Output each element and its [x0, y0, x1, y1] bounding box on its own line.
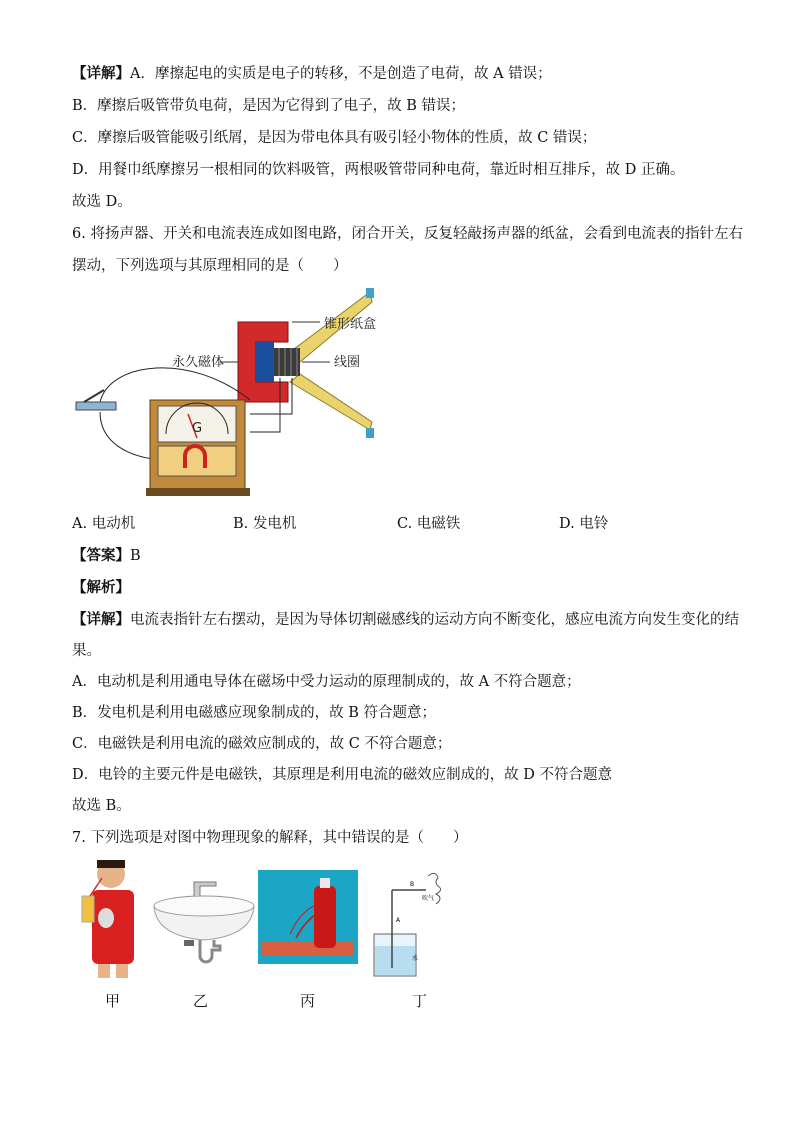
q6-stem-line2: 摆动，下列选项与其原理相同的是（ ） — [72, 258, 348, 274]
q6-detail-line-b: B．发电机是利用电磁感应现象制成的，故 B 符合题意； — [72, 705, 437, 721]
galvanometer-icon — [146, 400, 250, 496]
label-a: A — [396, 917, 401, 924]
prev-detail-line-d: D．用餐巾纸摩擦另一根相同的饮料吸管，两根吸管带同种电荷，靠近时相互排斥，故 D 正确。 — [72, 162, 685, 178]
prev-detail-line-b: B．摩擦后吸管带负电荷，是因为它得到了电子，故 B 错误； — [72, 98, 466, 114]
detail-tag: 【详解】 — [72, 65, 130, 82]
sink-image — [154, 882, 254, 962]
bottle-experiment-image — [258, 870, 358, 964]
q6-detail-line-a: A．电动机是利用通电导体在磁场中受力运动的原理制成的，故 A 不符合题意； — [72, 674, 581, 690]
q7-stem: 7. 下列选项是对图中物理现象的解释，其中错误的是（ ） — [72, 830, 468, 846]
boy-drinking-image — [82, 860, 134, 978]
caption-bing: 丙 — [300, 992, 316, 1010]
q7-figures — [76, 856, 476, 986]
q6-option-d: D. 电铃 — [559, 516, 609, 532]
label-cone: 锥形纸盒 — [324, 317, 377, 332]
label-magnet: 永久磁体 — [172, 355, 225, 370]
q6-speaker-circuit-figure — [70, 282, 410, 502]
label-coil: 线圈 — [334, 355, 361, 370]
label-water: 水 — [412, 955, 419, 962]
q6-analysis-tag: 【解析】 — [72, 579, 130, 596]
q6-detail-line-0a: 【详解】电流表指针左右摆动，是因为导体切割磁感线的运动方向不断变化，感应电流方向发生变化的结 — [72, 611, 739, 628]
prev-detail-line-c: C．摩擦后吸管能吸引纸屑，是因为带电体具有吸引轻小物体的性质，故 C 错误； — [72, 130, 597, 146]
caption-ding: 丁 — [412, 992, 428, 1010]
q6-detail-line-0b: 果。 — [72, 643, 101, 659]
label-blow: 吹气 — [422, 895, 435, 902]
caption-yi: 乙 — [193, 992, 209, 1010]
q6-stem-line1: 6. 将扬声器、开关和电流表连成如图电路，闭合开关，反复轻敲扬声器的纸盆，会看到电流表的指针左右 — [72, 226, 743, 242]
switch-icon — [76, 390, 116, 410]
q6-detail-line-c: C．电磁铁是利用电流的磁效应制成的，故 C 不符合题意； — [72, 736, 452, 752]
label-g: G — [192, 421, 203, 436]
q6-detail-line-d: D．电铃的主要元件是电磁铁，其原理是利用电流的磁效应制成的，故 D 不符合题意 — [72, 767, 612, 783]
prev-detail-line-a: 【详解】A．摩擦起电的实质是电子的转移，不是创造了电荷，故 A 错误； — [72, 65, 552, 82]
blow-tube-image — [374, 873, 441, 976]
q6-answer: 【答案】B — [72, 547, 141, 564]
prev-choose: 故选 D。 — [72, 194, 132, 210]
caption-jia: 甲 — [105, 992, 121, 1010]
q6-option-a: A. 电动机 — [72, 516, 136, 532]
label-b: B — [410, 881, 415, 888]
q6-choose: 故选 B。 — [72, 798, 131, 814]
q6-option-c: C. 电磁铁 — [397, 516, 461, 532]
q6-option-b: B. 发电机 — [233, 516, 297, 532]
